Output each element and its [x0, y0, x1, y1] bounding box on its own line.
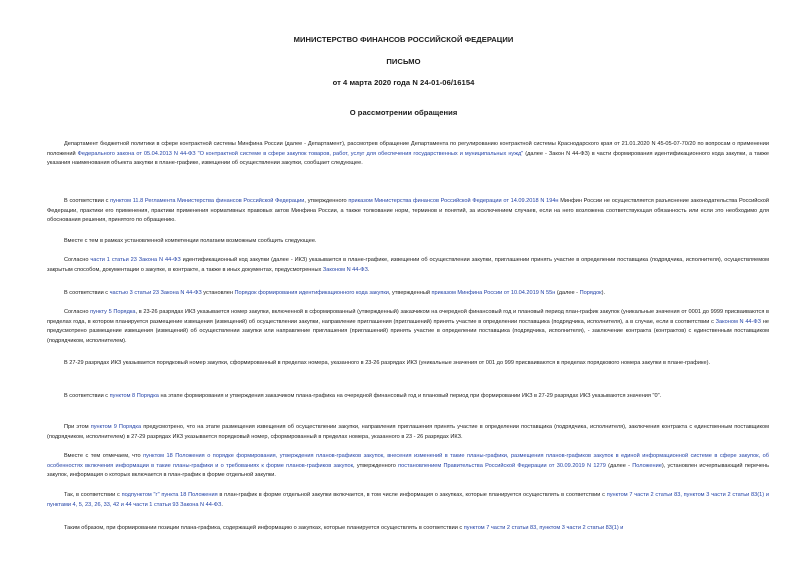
paragraph-text-run: ). — [601, 290, 606, 296]
paragraph-text-run: (далее - Закон N 44-ФЗ) в части формирования идентификационного кода закупки, а также указания наименования объекта закупки в плане-графике, извещении об осуществлении закупки, сообщает следующее. — [47, 150, 769, 167]
legal-reference-link[interactable]: приказом Минфина России от 10.04.2019 N 55н — [431, 290, 556, 296]
paragraph-text-run: не предусмотрено размещение извещения (извещений) об осуществлении закупки или направление приглашения (приглашений) принять участие в определении поставщика (подрядчика, исполнителя), - заключение контракта (контрактов) с единственным поставщиком (подрядчиком, исполнителем). — [47, 318, 769, 344]
document-type: ПИСЬМО — [386, 57, 421, 66]
paragraph-text — [47, 423, 769, 442]
paragraph-text-run: В 27-29 разрядах ИКЗ указывается порядковый номер закупки, сформированный в пределах номера, указанного в 23-26 разрядах ИКЗ (уникальные значения от 001 до 999 присваиваются в пределах порядкового номера закупки в плане-графике). — [64, 360, 711, 366]
legal-reference-link[interactable]: части 1 статьи 23 Закона N 44-ФЗ — [90, 257, 181, 263]
paragraph-text-run: В соответствии с — [64, 198, 111, 204]
paragraph-text-run: . — [221, 501, 223, 508]
paragraph-text-run: (далее - — [555, 290, 580, 296]
paragraph-text — [47, 237, 769, 247]
paragraph-text-run: , утвержденного — [353, 462, 399, 469]
paragraph — [47, 308, 769, 346]
document-subject: О рассмотрении обращения — [349, 108, 458, 117]
paragraph-text — [47, 140, 769, 169]
paragraph — [47, 256, 769, 275]
paragraph-text-run: на этапе формирования и утверждения заказчиком плана-графика на очередной финансовый год и плановый период при формировании ИКЗ в 27-29 разрядах ИКЗ указываются значения "0". — [158, 393, 662, 399]
legal-reference-link[interactable]: постановлением Правительства Российской Федерации от 30.09.2019 N 1279 — [398, 462, 606, 469]
paragraph-text-run: Вместе с тем в рамках установленной компетенции полагаем возможным сообщить следующее. — [64, 238, 317, 244]
paragraph-text-run: Согласно — [64, 257, 91, 263]
paragraph-text-run: идентификационный код закупки (далее - ИКЗ) указывается в плане-графике, извещении об осуществлении закупки, приглашении принять участие в определении поставщика (подрядчика, исполнителя), осуществляемом закрытым способом, документации о закупке, в контракте, а также в иных документах, предусмотренных — [47, 257, 770, 273]
legal-reference-link[interactable]: пунктом 9 Порядка — [90, 424, 142, 430]
paragraph-text-run: ), установлен исчерпывающий перечень закупок, информация о которых включается в план-график в форме отдельной закупки. — [47, 462, 770, 479]
paragraph-text-run: , утвержденный — [388, 290, 432, 296]
paragraph — [47, 289, 769, 299]
paragraph-text-run: в план-график в форме отдельной закупки включается, в том числе информация о закупках, которые планируется осуществлять в соответствии с — [217, 492, 607, 498]
paragraph-text-run: Таким образом, при формировании позиции плана-графика, содержащей информацию о закупках, которые планируется осуществлять в соответствии с — [64, 525, 464, 531]
legal-reference-link[interactable]: пункту 5 Порядка — [90, 309, 136, 315]
paragraph-text-run: предусмотрено, что на этапе размещения извещения об осуществлении закупки, направления приглашения принять участие в определении поставщика (подрядчика, исполнителя), заключения контракта с единственным поставщиком (подрядчиком, исполнителем) в 27-29 разрядах ИКЗ указывается порядковый номер, сформированный в пределах номера, указанного в 23 - 26 разрядах ИКЗ. — [47, 424, 769, 440]
paragraph-text — [47, 392, 769, 402]
legal-reference-link[interactable]: Порядок формирования идентификационного кода закупки — [234, 290, 389, 296]
paragraph-text-run: В соответствии с — [64, 393, 110, 399]
paragraph-text — [47, 491, 769, 510]
legal-reference-link[interactable]: Положение — [632, 462, 662, 469]
paragraph — [47, 359, 769, 369]
paragraph-text-run: Согласно — [64, 309, 91, 315]
legal-reference-link[interactable]: пунктом 7 части 2 статьи 83, пунктом 3 части 2 статьи 83(1) и — [463, 525, 624, 531]
paragraph-text-run: , в 23-26 разрядах ИКЗ указывается номер закупки, включенной в сформированный (утвержденный) заказчиком на очередной финансовый год и плановый период план-график закупок (уникальные значения от 0001 до 9999 присваиваются в пределах года, в котором планируется размещение извещения (извещений) об осуществлении закупки, направление приглашения (приглашений) принять участие в определении поставщика (подрядчика, исполнителя), а в случае, если в соответствии с — [47, 309, 769, 325]
legal-reference-link[interactable]: Федерального закона от 05.04.2013 N 44-ФЗ "О контрактной системе в сфере закупок товаров, работ, услуг для обеспечения государственных и муниципальных нужд" — [77, 150, 524, 157]
legal-reference-link[interactable]: Законом N 44-ФЗ — [322, 266, 368, 273]
paragraph-text — [47, 256, 769, 275]
paragraph-text-run: При этом — [64, 424, 91, 430]
paragraph — [47, 237, 769, 247]
paragraph-text — [47, 359, 769, 369]
legal-reference-link[interactable]: частью 3 статьи 23 Закона N 44-ФЗ — [109, 290, 202, 296]
paragraph-text-run: , утвержденного — [304, 198, 349, 204]
paragraph — [47, 452, 769, 481]
legal-reference-link[interactable]: пунктом 18 Положения о порядке формирования, утверждения планов-графиков закупок, внесения изменений в такие планы-графики, размещения планов-графиков закупок в единой информационной системе в сфере закупок, об особенностях включения информации в такие планы-графики и о требованиях к форме планов-графиков закупок — [47, 453, 769, 469]
paragraph-text-run: установлен — [201, 290, 235, 296]
paragraph-text — [47, 308, 769, 346]
paragraph-text-run: Минфин России не осуществляется разъяснение законодательства Российской Федерации, практики его применения, практики применения нормативных правовых актов Минфина России, а также толкование норм, терминов и понятий, за исключением случаев, если на него возложена соответствующая обязанность или если это необходимо для обоснования решения, принятого по обращению. — [47, 198, 769, 224]
legal-reference-link[interactable]: пунктом 8 Порядка — [109, 393, 159, 399]
legal-reference-link[interactable]: Порядок — [579, 290, 602, 296]
legal-reference-link[interactable]: подпунктом "г" пункта 18 Положения — [121, 492, 218, 498]
paragraph-text-run: Вместе с тем отмечаем, что — [64, 453, 144, 459]
paragraph-text-run: Так, в соответствии с — [64, 492, 122, 498]
legal-reference-link[interactable]: пунктом 11.8 Регламента Министерства финансов Российской Федерации — [110, 198, 305, 204]
paragraph-text-run: . — [367, 266, 370, 273]
paragraph — [47, 197, 769, 226]
paragraph — [47, 524, 769, 534]
paragraph-text-run: (далее - — [605, 462, 633, 469]
paragraph-text — [47, 289, 769, 299]
paragraph — [47, 392, 769, 402]
paragraph-text — [47, 197, 769, 226]
paragraph-text — [47, 452, 769, 481]
document-date-number: от 4 марта 2020 года N 24-01-06/16154 — [332, 78, 475, 87]
paragraph — [47, 140, 769, 169]
legal-reference-link[interactable]: приказом Министерства финансов Российской Федерации от 14.09.2018 N 194н — [348, 198, 559, 204]
paragraph — [47, 423, 769, 442]
paragraph-text-run: В соответствии с — [64, 290, 110, 296]
ministry-title: МИНИСТЕРСТВО ФИНАНСОВ РОССИЙСКОЙ ФЕДЕРАЦИИ — [293, 35, 514, 44]
paragraph — [47, 491, 769, 510]
legal-reference-link[interactable]: пунктом 7 части 2 статьи 83, пунктом 3 части 2 статьи 83(1) и пунктами 4, 5, 23, 26, 33, 42 и 44 части 1 статьи 93 Закона N 44-ФЗ — [47, 492, 770, 508]
paragraph-text — [47, 524, 769, 534]
paragraph-text-run: Департамент бюджетной политики в сфере контрактной системы Минфина России (далее - Департамент), рассмотрев обращение Департамента по регулированию контрактной системы Краснодарского края от 21.01.2020 N 45-05-07-70/20 по вопросам о применении положений — [47, 141, 769, 157]
legal-reference-link[interactable]: Законом N 44-ФЗ — [715, 318, 762, 325]
